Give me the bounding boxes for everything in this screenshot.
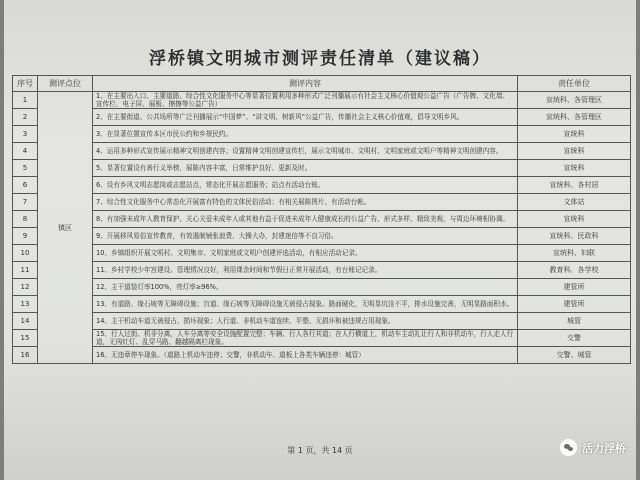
row-number: 4: [13, 143, 38, 160]
table-row: [13, 92, 631, 109]
row-content: 2、在主要街道、公共场所等广泛刊播展示“中国梦”、“讲文明、树新风”公益广告，传播社会主义核心价值观，倡导文明乡风。: [93, 109, 518, 126]
row-number: 2: [13, 109, 38, 126]
row-number: 1: [13, 92, 38, 109]
row-unit: 宣统科、各管理区: [518, 109, 631, 126]
row-unit: 宣统科: [518, 160, 631, 177]
table-row: [13, 194, 631, 211]
row-unit: 宣统科、妇联: [518, 245, 631, 262]
row-content: 1、在主要出入口、主要道路、综合性文化服务中心等显著位置利用多种形式广泛刊播展示有社会主义核心价值观公益广告（广告牌、文化墙、宣传栏、电子屏、展板、擦擦等公益广告）: [93, 92, 518, 109]
table-row: [13, 313, 631, 330]
row-unit: 宣统科: [518, 126, 631, 143]
row-unit: 交警: [518, 330, 631, 347]
row-content: 16、无违章停车现象。（道路上机动车违停；交警，非机动车、道板上各类车辆违停：城管）: [93, 347, 518, 364]
row-number: 8: [13, 211, 38, 228]
watermark: [560, 439, 626, 456]
row-unit: 宣统科: [518, 211, 631, 228]
row-unit: 教育科、各学校: [518, 262, 631, 279]
row-content: 4、运用多种形式宣传展示精神文明创建内容；设置精神文明创建宣传栏，展示文明城市、文明村、文明家庭或文明户等精神文明创建内容。: [93, 143, 518, 160]
location-cell: 镇区: [38, 92, 93, 364]
row-content: 8、有加强未成年人教育保护、关心关爱未成年人或其他有益于促进未成年人健康成长的公益广告、形式多样、精致美观，与周边环境相协调。: [93, 211, 518, 228]
page-footer: 第 1 页，共 14 页: [287, 446, 353, 455]
row-unit: 宣统科: [518, 143, 631, 160]
row-unit: 宣统科、民政科: [518, 228, 631, 245]
row-content: 5、显著位置设有善行义举榜，展陈内容丰富，日常维护良好、更新及时。: [93, 160, 518, 177]
table-body: [13, 92, 631, 364]
table-row: [13, 245, 631, 262]
row-number: 16: [13, 347, 38, 364]
table-row: [13, 211, 631, 228]
row-content: 12、主干道装灯率100%，亮灯率≥96%。: [93, 279, 518, 296]
header-location: 测评点位: [38, 76, 93, 92]
row-number: 9: [13, 228, 38, 245]
row-unit: 城管: [518, 313, 631, 330]
table-header-row: [13, 76, 631, 92]
table-row: [13, 262, 631, 279]
row-content: 7、综合性文化服务中心常态化开展富有特色的文体民俗活动；有相关展陈图片、有活动台帐。: [93, 194, 518, 211]
row-number: 12: [13, 279, 38, 296]
row-unit: 文体站: [518, 194, 631, 211]
table-row: [13, 347, 631, 364]
table-row: [13, 126, 631, 143]
row-number: 13: [13, 296, 38, 313]
watermark-text: 活力浮桥: [582, 441, 626, 455]
table-row: [13, 228, 631, 245]
row-number: 10: [13, 245, 38, 262]
document-title: 浮桥镇文明城市测评责任清单（建议稿）: [149, 49, 491, 69]
row-number: 3: [13, 126, 38, 143]
row-content: 14、主干机动车道无被侵占、损坏现象；人行道、非机动车道连续、平整、无损坏和被违规占用现象。: [93, 313, 518, 330]
table-row: [13, 177, 631, 194]
wechat-icon: [560, 439, 577, 456]
row-number: 6: [13, 177, 38, 194]
table-row: [13, 330, 631, 347]
row-number: 7: [13, 194, 38, 211]
table-row: [13, 279, 631, 296]
row-unit: 宣统科、各管理区: [518, 92, 631, 109]
row-content: 13、有道路、缘石坡等无障碍设施；盲道、缘石坡等无障碍设施无被侵占现象。路面硬化，无明显坑洼不平，排水设施完善，无明显路面积水。: [93, 296, 518, 313]
row-number: 11: [13, 262, 38, 279]
table-row: [13, 296, 631, 313]
responsibility-table: [12, 75, 631, 364]
header-unit: 责任单位: [518, 76, 631, 92]
document-sheet: [4, 0, 636, 480]
header-content: 测评内容: [93, 76, 518, 92]
row-number: 14: [13, 313, 38, 330]
row-number: 5: [13, 160, 38, 177]
header-no: 序号: [13, 76, 38, 92]
table-row: [13, 109, 631, 126]
row-content: 9、开展移风易俗宣传教育，有效遏制铺张浪费、大操大办，封建迷信等不良习俗。: [93, 228, 518, 245]
row-unit: 建管所: [518, 279, 631, 296]
table-row: [13, 143, 631, 160]
row-unit: 建管所: [518, 296, 631, 313]
row-content: 10、乡镇组织开展文明村、文明集市、文明家庭或文明户创建评选活动，有相应活动记录。: [93, 245, 518, 262]
row-content: 15、行人过街、机非分离，人车分离等安全设施配置完整；车辆、行人各行其道；在人行横道上，机动车主动礼让行人和非机动车，行人走人行道，无闯红灯、乱穿马路、翻越隔离栏现象。: [93, 330, 518, 347]
row-content: 6、设有乡风文明志愿岗或志愿站点，常态化开展志愿服务；站点有活动台账。: [93, 177, 518, 194]
row-unit: 宣统科、各村居: [518, 177, 631, 194]
row-content: 3、在显著位置宣传本区市民公约和乡规民约。: [93, 126, 518, 143]
row-unit: 交警、城管: [518, 347, 631, 364]
row-content: 11、乡村学校少年宫建设、管理情况良好，利用课余时间和节假日正常开展活动，有台账记记录。: [93, 262, 518, 279]
table-row: [13, 160, 631, 177]
row-number: 15: [13, 330, 38, 347]
